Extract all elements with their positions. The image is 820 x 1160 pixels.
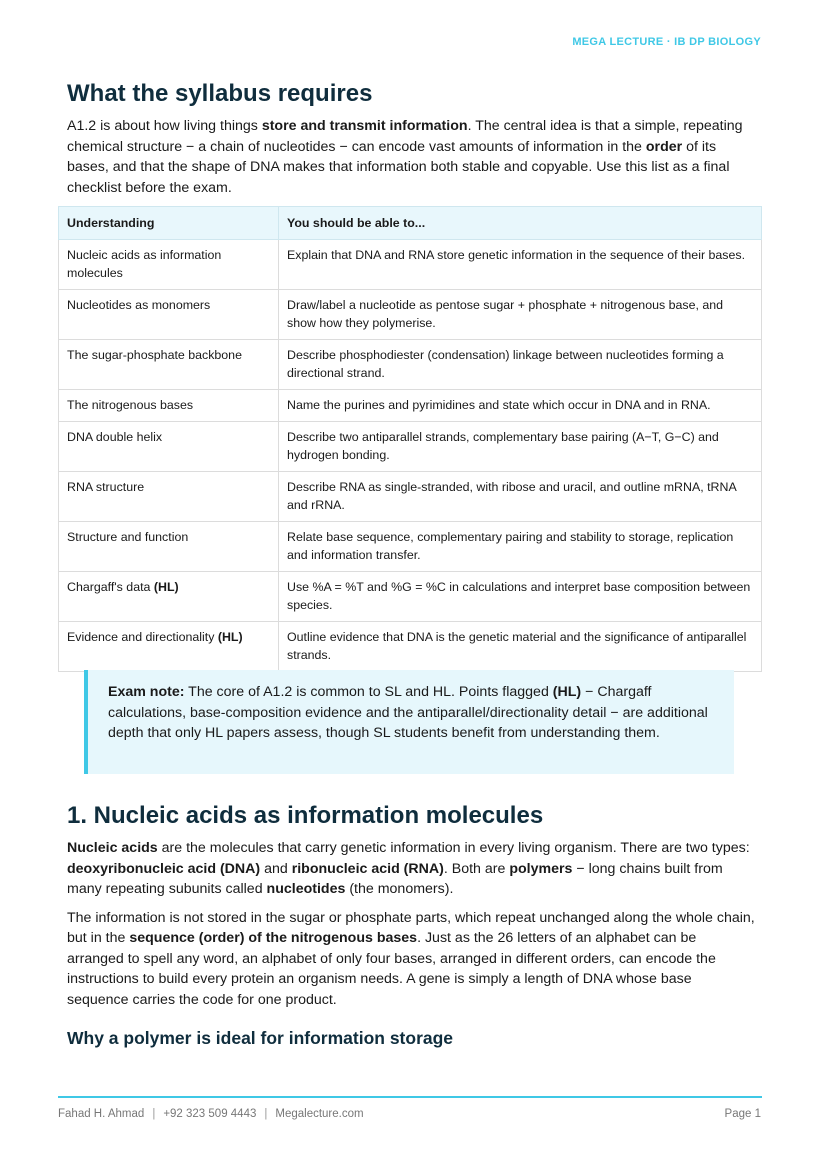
footer-author: Fahad H. Ahmad xyxy=(58,1108,145,1120)
understanding-cell: RNA structure xyxy=(59,472,279,522)
section-title: 1. Nucleic acids as information molecules xyxy=(67,802,544,829)
understanding-cell: DNA double helix xyxy=(59,422,279,472)
syllabus-section xyxy=(67,78,753,198)
objective-cell: Describe phosphodiester (condensation) linkage between nucleotides forming a directional strand. xyxy=(279,340,762,390)
footer-separator: | xyxy=(264,1108,268,1120)
understanding-cell: Nucleotides as monomers xyxy=(59,290,279,340)
table-header-understanding: Understanding xyxy=(59,207,279,240)
subheading: Why a polymer is ideal for information storage xyxy=(67,1028,454,1048)
exam-note-callout xyxy=(84,670,734,774)
section-paragraph-2: The information is not stored in the sugar or phosphate parts, which repeat unchanged along the whole chain, but in the sequence (order) of the nitrogenous bases. Just as the 26 letters of an alphabet can be arranged to spell any word, an alphabet of only four bases, arranged in different orders, can encode the instructions to build every protein an organism needs. A gene is simply a length of DNA whose base sequence carries the code for one product. xyxy=(67,909,755,1008)
objective-cell: Name the purines and pyrimidines and state which occur in DNA and in RNA. xyxy=(279,390,762,422)
syllabus-table xyxy=(58,206,762,672)
understanding-cell: Chargaff's data (HL) xyxy=(59,572,279,622)
table-row xyxy=(59,240,762,290)
page-number: Page 1 xyxy=(724,1108,761,1120)
understanding-cell: Evidence and directionality (HL) xyxy=(59,622,279,672)
footer-divider xyxy=(58,1096,762,1098)
objective-cell: Describe RNA as single-stranded, with ribose and uracil, and outline mRNA, tRNA and rRNA. xyxy=(279,472,762,522)
section-nucleic-acids xyxy=(67,800,757,1050)
footer-website-link[interactable]: Megalecture.com xyxy=(275,1108,364,1120)
understanding-cell: The sugar-phosphate backbone xyxy=(59,340,279,390)
table-row xyxy=(59,390,762,422)
objective-cell: Use %A = %T and %G = %C in calculations and interpret base composition between species. xyxy=(279,572,762,622)
footer-contact xyxy=(58,1108,364,1120)
footer-phone: +92 323 509 4443 xyxy=(163,1108,257,1120)
objective-cell: Draw/label a nucleotide as pentose sugar + phosphate + nitrogenous base, and show how they polymerise. xyxy=(279,290,762,340)
objective-cell: Outline evidence that DNA is the genetic material and the significance of antiparallel strands. xyxy=(279,622,762,672)
table-row xyxy=(59,340,762,390)
table-row xyxy=(59,290,762,340)
understanding-cell: Nucleic acids as information molecules xyxy=(59,240,279,290)
page-title: What the syllabus requires xyxy=(67,80,373,107)
objective-cell: Explain that DNA and RNA store genetic information in the sequence of their bases. xyxy=(279,240,762,290)
page-header-label: MEGA LECTURE · IB DP BIOLOGY xyxy=(572,36,761,48)
objective-cell: Relate base sequence, complementary pairing and stability to storage, replication and information transfer. xyxy=(279,522,762,572)
footer-separator: | xyxy=(152,1108,156,1120)
understanding-cell: Structure and function xyxy=(59,522,279,572)
table-header-row xyxy=(59,207,762,240)
table-header-objective: You should be able to... xyxy=(279,207,762,240)
table-row xyxy=(59,472,762,522)
exam-note-text: Exam note: The core of A1.2 is common to SL and HL. Points flagged (HL) − Chargaff calculations, base-composition evidence and the antiparallel/directionality detail − are additional depth that only HL papers assess, though SL students benefit from understanding them. xyxy=(108,684,708,741)
table-row xyxy=(59,422,762,472)
table-row xyxy=(59,622,762,672)
section-paragraph-1: Nucleic acids are the molecules that carry genetic information in every living organism. There are two types: deoxyribonucleic acid (DNA) and ribonucleic acid (RNA). Both are polymers − long chains built from many repeating subunits called nucleotides (the monomers). xyxy=(67,840,750,897)
intro-paragraph: A1.2 is about how living things store and transmit information. The central idea is that a simple, repeating chemical structure − a chain of nucleotides − can encode vast amounts of information in the order of its bases, and that the shape of DNA makes that information both stable and copyable. Use this list as a final checklist before the exam. xyxy=(67,118,743,196)
objective-cell: Describe two antiparallel strands, complementary base pairing (A−T, G−C) and hydrogen bonding. xyxy=(279,422,762,472)
table-row xyxy=(59,522,762,572)
table-row xyxy=(59,572,762,622)
understanding-cell: The nitrogenous bases xyxy=(59,390,279,422)
